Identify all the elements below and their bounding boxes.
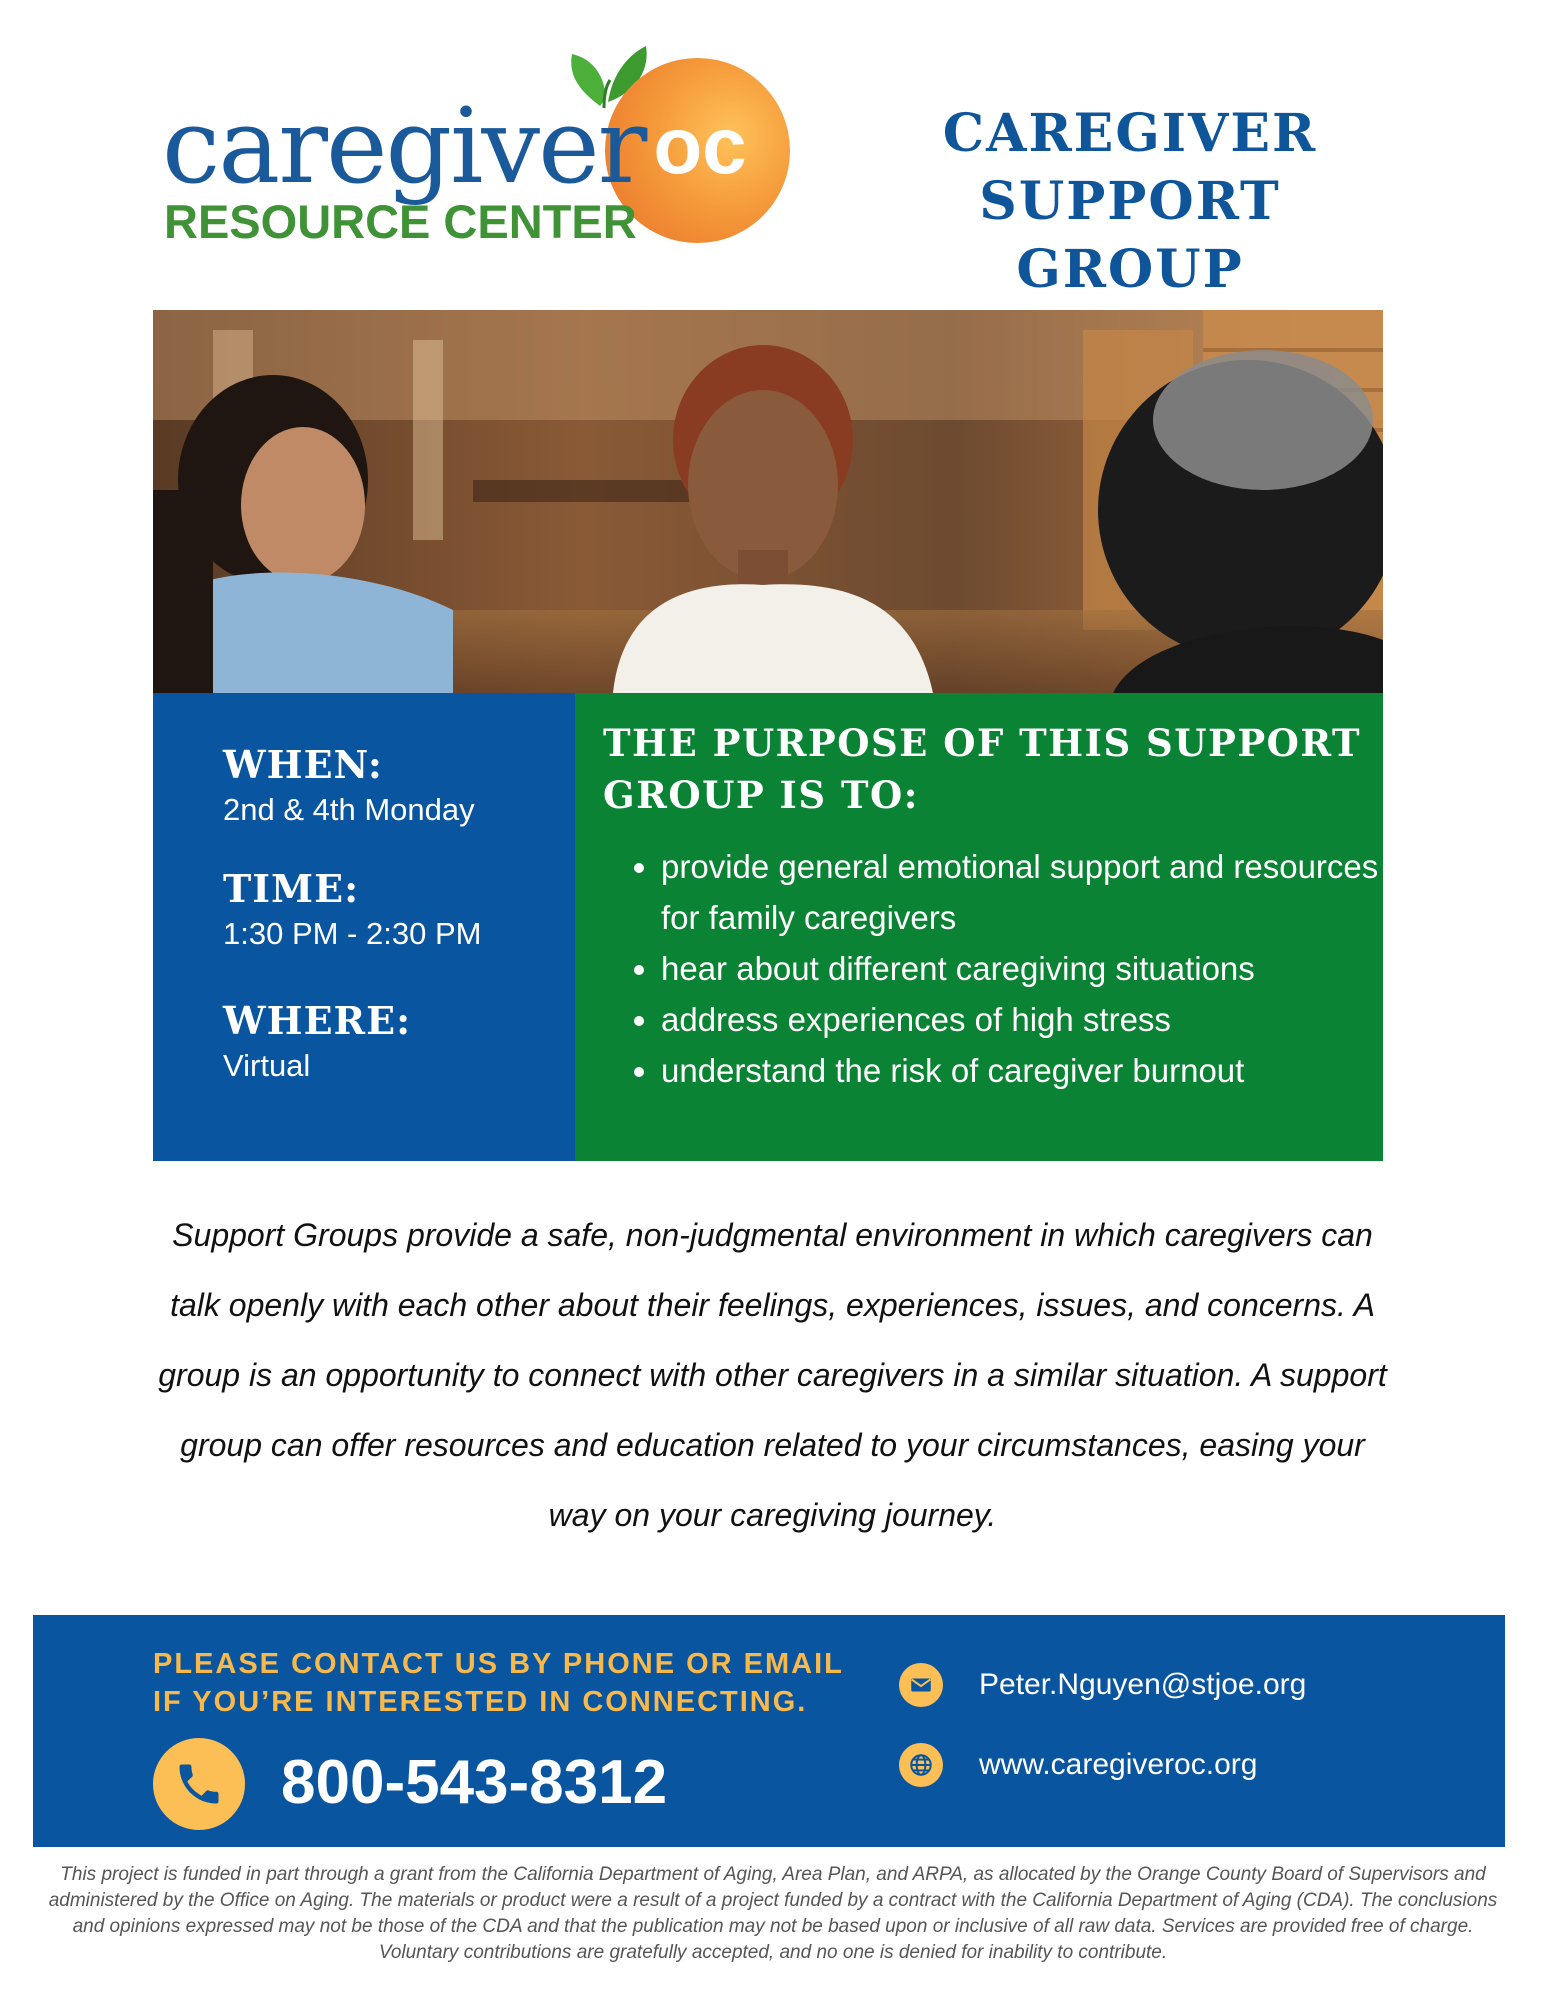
envelope-icon [899,1663,943,1707]
where-label: WHERE: [223,998,412,1043]
group-photo [153,310,1383,693]
purpose-item: • understand the risk of caregiver burnout [661,1045,1391,1096]
when-label: WHEN: [223,742,383,787]
logo-subtitle: RESOURCE CENTER [164,195,637,248]
when-value: 2nd & 4th Monday [223,792,475,827]
logo-wordmark: caregiver [162,85,646,207]
email-link[interactable]: Peter.Nguyen@stjoe.org [979,1668,1307,1701]
contact-heading-line-2: IF YOU’RE INTERESTED IN CONNECTING. [153,1686,808,1718]
time-value: 1:30 PM - 2:30 PM [223,916,482,951]
contact-banner [33,1615,1505,1847]
time-block [223,867,481,953]
contact-heading [153,1645,933,1721]
when-block [223,743,475,829]
funding-disclaimer: This project is funded in part through a grant from the California Department of Aging, Area Plan, and ARPA, as allocated by the Orange County Board of Supervisors and administered by the Office on Aging. The materials or product were a result of a project funded by a contract with the California Department of Aging (CDA). The conclusions and opinions expressed may not be those of the CDA and that the publication may not be based upon or inclusive of all raw data. Services are provided free of charge. Voluntary contributions are gratefully accepted, and no one is denied for inability to contribute. [48,1864,1498,1963]
contact-heading-line-1: PLEASE CONTACT US BY PHONE OR EMAIL [153,1648,844,1680]
purpose-panel [575,693,1383,1161]
phone-icon[interactable] [153,1738,245,1830]
purpose-item: • hear about different caregiving situations [661,943,1391,994]
schedule-panel [153,693,575,1161]
description-paragraph: Support Groups provide a safe, non-judgmental environment in which caregivers can talk openly with each other about their feelings, experiences, issues, and concerns. A group is an opportunity to connect with other caregivers in a similar situation. A support group can offer resources and education related to your circumstances, easing your way on your caregiving journey. [158,1217,1387,1533]
purpose-item: • provide general emotional support and resources for family caregivers [661,841,1391,943]
title-line-2: SUPPORT GROUP [979,171,1281,300]
time-label: TIME: [223,866,360,911]
group-photo-illustration [153,310,1383,693]
website-link[interactable]: www.caregiveroc.org [979,1748,1258,1781]
where-block [223,999,411,1085]
purpose-heading: THE PURPOSE OF THIS SUPPORT GROUP IS TO: [603,721,1362,817]
purpose-list [633,841,1391,1096]
page-title [860,100,1400,304]
caregiver-oc-logo [160,36,800,256]
where-value: Virtual [223,1048,311,1083]
globe-icon [899,1743,943,1787]
purpose-item: • address experiences of high stress [661,994,1391,1045]
logo-badge-text: oc [653,101,747,190]
phone-number-link[interactable]: 800-543-8312 [281,1748,668,1817]
title-line-1: CAREGIVER [942,103,1318,164]
